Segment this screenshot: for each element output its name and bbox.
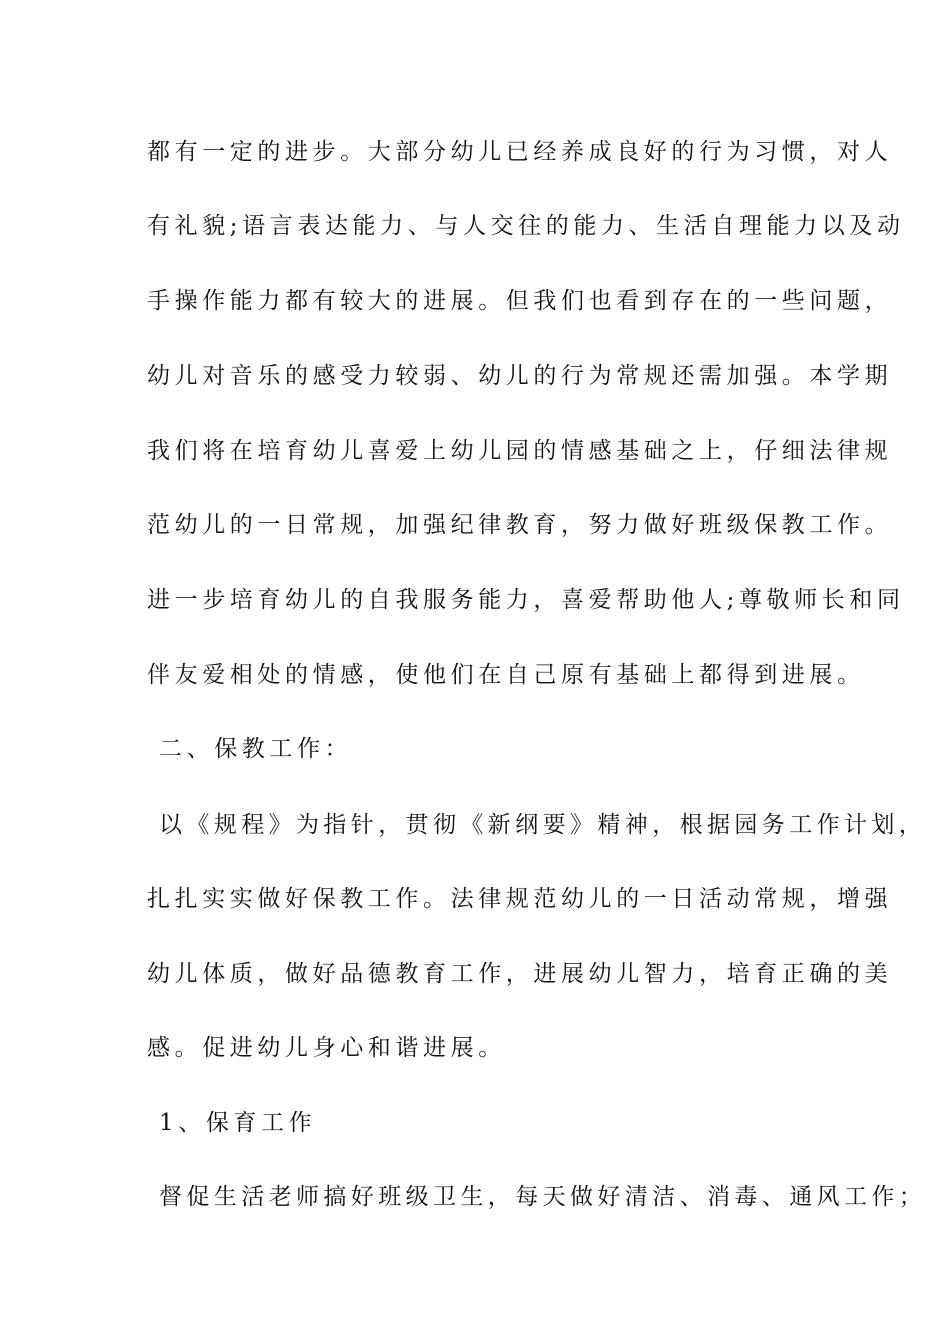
body-text-line: 范幼儿的一日常规，加强纪律教育，努力做好班级保教工作。 bbox=[147, 512, 893, 538]
body-text-line: 有礼貌;语言表达能力、与人交往的能力、生活自理能力以及动 bbox=[147, 213, 905, 239]
section-heading: 二、保教工作： bbox=[159, 736, 353, 762]
body-text-line: 进一步培育幼儿的自我服务能力，喜爱帮助他人;尊敬师长和同 bbox=[147, 587, 905, 613]
subsection-heading: 1、保育工作 bbox=[159, 1110, 317, 1136]
body-text-line: 幼儿对音乐的感受力较弱、幼儿的行为常规还需加强。本学期 bbox=[147, 363, 893, 389]
body-text-line: 督促生活老师搞好班级卫生，每天做好清洁、消毒、通风工作； bbox=[159, 1184, 927, 1210]
body-text-line: 伴友爱相处的情感，使他们在自己原有基础上都得到进展。 bbox=[147, 662, 865, 688]
body-text-line: 以《规程》为指针，贯彻《新纲要》精神，根据园务工作计划， bbox=[159, 812, 927, 838]
body-text-line: 都有一定的进步。大部分幼儿已经养成良好的行为习惯，对人 bbox=[147, 139, 893, 165]
body-text-line: 感。促进幼儿身心和谐进展。 bbox=[147, 1035, 506, 1061]
body-text-line: 手操作能力都有较大的进展。但我们也看到存在的一些问题， bbox=[147, 288, 893, 314]
body-text-line: 幼儿体质，做好品德教育工作，进展幼儿智力，培育正确的美 bbox=[147, 961, 893, 987]
body-text-line: 我们将在培育幼儿喜爱上幼儿园的情感基础之上，仔细法律规 bbox=[147, 438, 893, 464]
body-text-line: 扎扎实实做好保教工作。法律规范幼儿的一日活动常规，增强 bbox=[147, 886, 893, 912]
